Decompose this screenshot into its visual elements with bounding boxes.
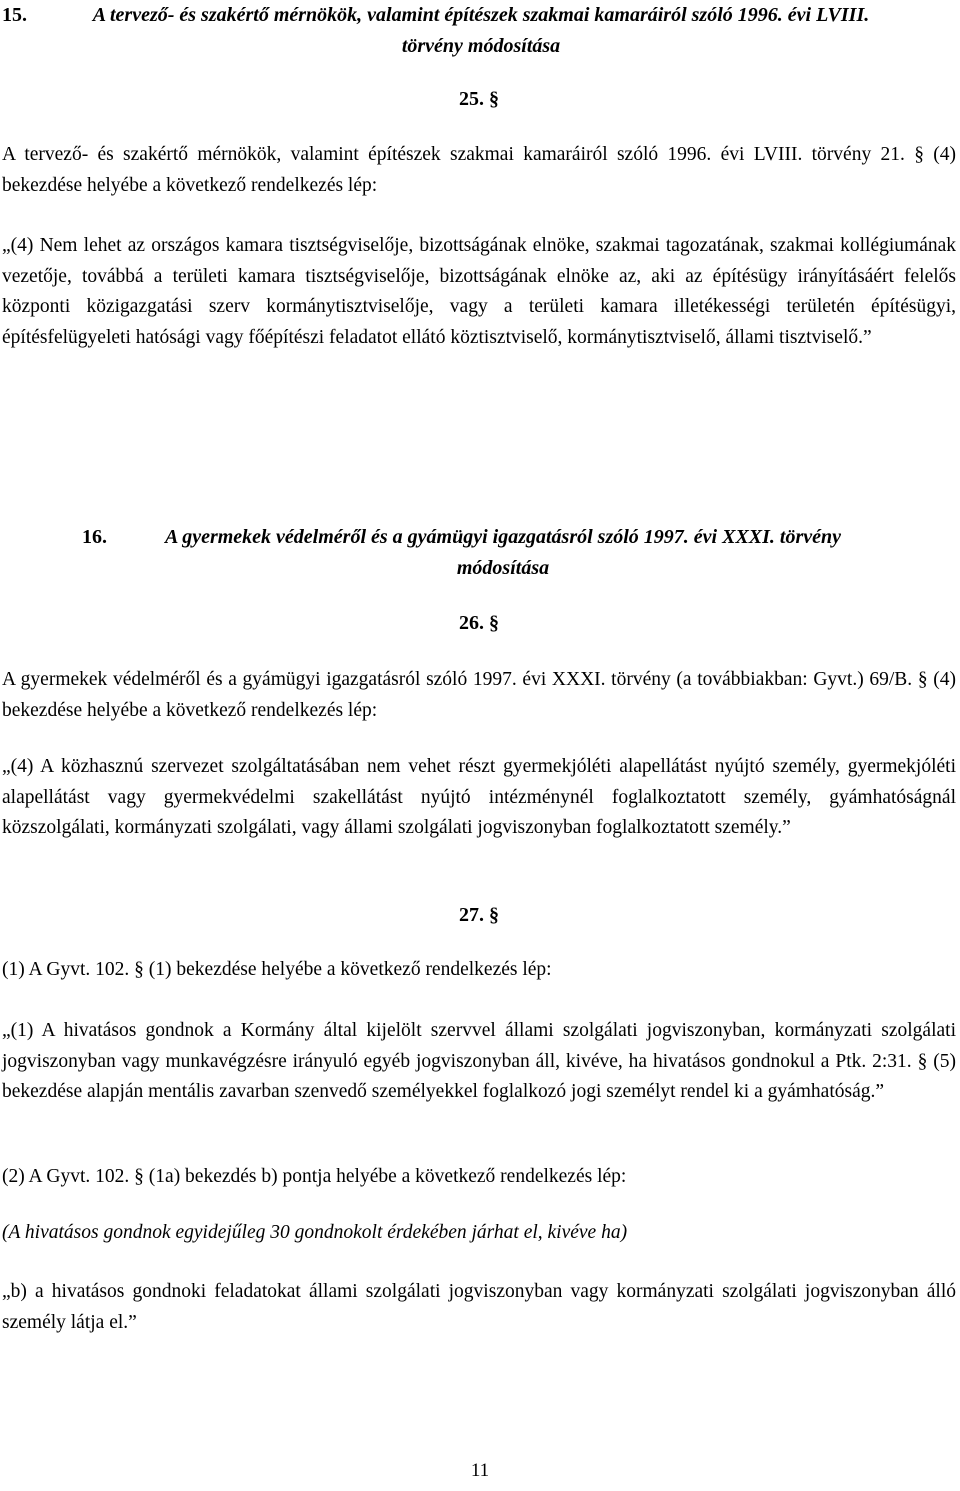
section-title: A gyermekek védelméről és a gyámügyi igazgatásról szóló 1997. évi XXXI. törvény módosítása	[164, 526, 842, 579]
section-title: A tervező- és szakértő mérnökök, valamint építészek szakmai kamaráiról szóló 1996. évi LVIII. törvény módosítása	[92, 4, 870, 57]
paragraph-number-27: 27. §	[459, 904, 499, 926]
paragraph-number-26: 26. §	[459, 612, 499, 634]
page-number: 11	[470, 1460, 490, 1481]
paragraph-25-intro: A tervező- és szakértő mérnökök, valamint építészek szakmai kamaráiról szóló 1996. évi LVIII. törvény 21. § (4) bekezdése helyébe a következő rendelkezés lép:	[2, 144, 956, 196]
paragraph-27-1-intro: (1) A Gyvt. 102. § (1) bekezdése helyébe a következő rendelkezés lép:	[2, 959, 552, 980]
paragraph-number-25: 25. §	[459, 88, 499, 110]
section-number: 16.	[82, 526, 107, 548]
section-heading-16	[82, 522, 956, 583]
paragraph-27-2-intro: (2) A Gyvt. 102. § (1a) bekezdés b) pontja helyébe a következő rendelkezés lép:	[2, 1166, 627, 1187]
paragraph-25-quote: „(4) Nem lehet az országos kamara tisztségviselője, bizottságának elnöke, szakmai tagozatának, szakmai kollégiumának vezetője, továbbá a területi kamara tisztségviselője, bizottságának elnöke az, aki az építésügy irányításáért felelős központi közigazgatási szerv kormánytisztviselője, vagy a területi kamara illetékességi területén építésügyi, építésfelügyeleti hatósági vagy főépítészi feladatot ellátó köztisztviselő, kormánytisztviselő, állami tisztviselő.”	[2, 235, 956, 348]
paragraph-27-2-quote: „b) a hivatásos gondnoki feladatokat állami szolgálati jogviszonyban vagy kormányzati szolgálati jogviszonyban álló személy látja el.”	[2, 1281, 956, 1333]
paragraph-27-2-context: (A hivatásos gondnok egyidejűleg 30 gondnokolt érdekében járhat el, kivéve ha)	[2, 1222, 628, 1243]
paragraph-27-1-quote: „(1) A hivatásos gondnok a Kormány által kijelölt szervvel állami szolgálati jogviszonyban, kormányzati szolgálati jogviszonyban vagy munkavégzésre irányuló egyéb jogviszonyban áll, kivéve, ha hivatásos gondnokul a Ptk. 2:31. § (5) bekezdése alapján mentális zavarban szenvedő személyekkel foglalkozó jogi személyt rendel ki a gyámhatóság.”	[2, 1020, 956, 1102]
paragraph-26-intro: A gyermekek védelméről és a gyámügyi igazgatásról szóló 1997. évi XXXI. törvény (a továbbiakban: Gyvt.) 69/B. § (4) bekezdése helyébe a következő rendelkezés lép:	[2, 669, 956, 721]
section-number: 15.	[2, 4, 27, 26]
paragraph-26-quote: „(4) A közhasznú szervezet szolgáltatásában nem vehet részt gyermekjóléti alapellátást nyújtó személy, gyermekjóléti alapellátást vagy gyermekvédelmi szakellátást nyújtó intézménynél foglalkoztatott személy, gyámhatóságnál közszolgálati, kormányzati szolgálati, vagy állami szolgálati jogviszonyban foglalkoztatott személy.”	[2, 756, 956, 838]
section-heading-15	[2, 0, 956, 61]
